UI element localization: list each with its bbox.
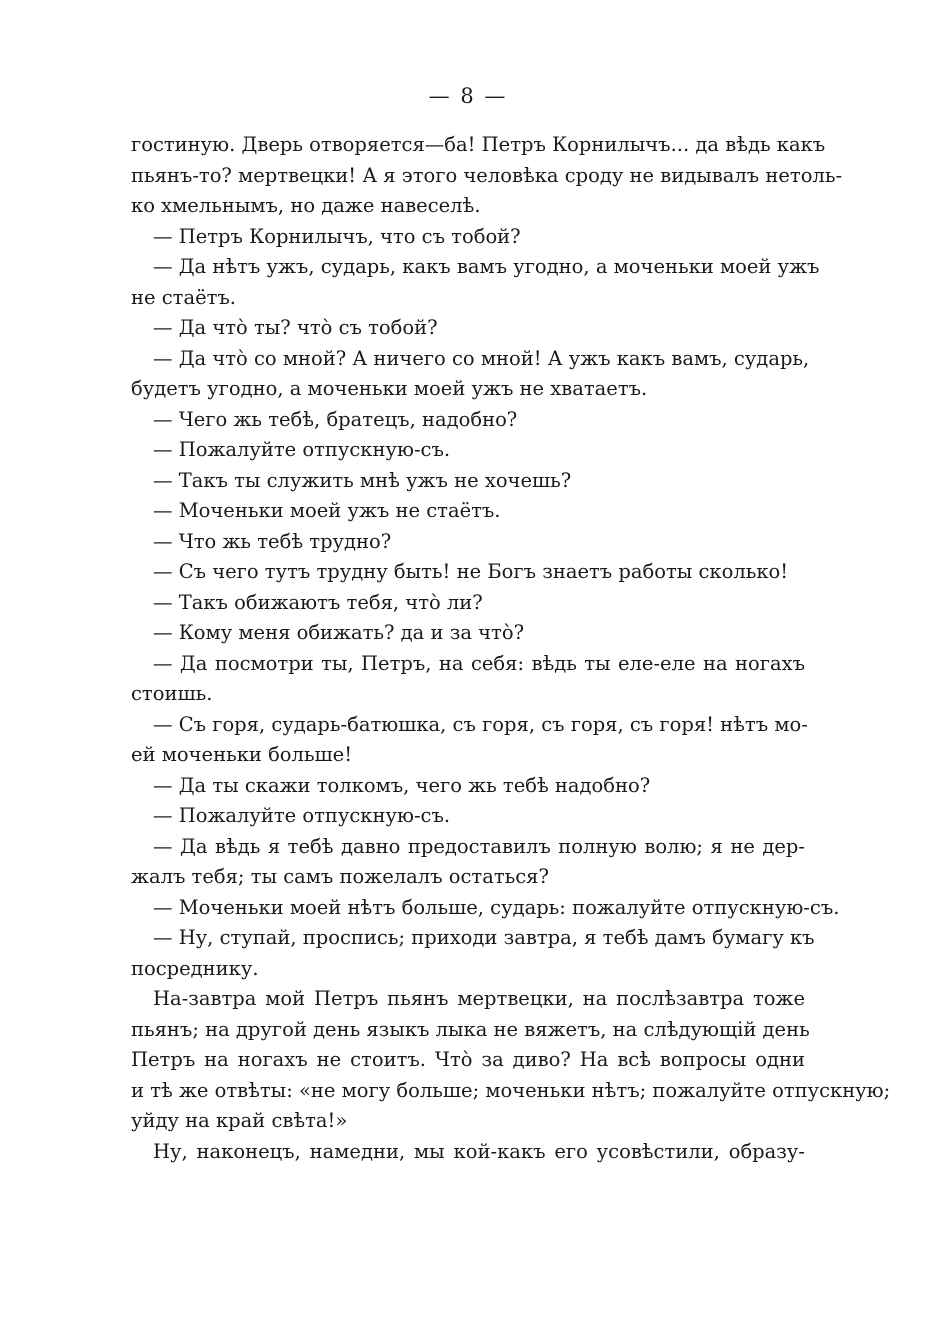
text-line: Ну, наконецъ, намедни, мы кой-какъ его усовѣстили, образу-	[153, 1139, 805, 1163]
text-line: жалъ тебя; ты самъ пожелалъ остаться?	[131, 865, 549, 888]
body-text	[131, 130, 891, 1167]
text-line: — Да что̀ ты? что̀ съ тобой?	[153, 316, 438, 339]
text-line: — Что жь тебѣ трудно?	[153, 529, 392, 553]
text-line: — Съ горя, сударь-батюшка, съ горя, съ горя, съ горя! нѣтъ мо-	[153, 712, 808, 736]
text-line: стоишь.	[131, 682, 213, 705]
text-line: посреднику.	[131, 956, 259, 980]
text-line: не стаётъ.	[131, 285, 237, 309]
text-line: — Кому меня обижать? да и за что̀?	[153, 621, 525, 644]
text-line: — Съ чего тутъ трудну быть! не Богъ знаетъ работы сколько!	[153, 560, 789, 583]
text-line: — Да вѣдь я тебѣ давно предоставилъ полную волю; я не дер-	[153, 834, 805, 858]
text-line: — Да что̀ со мной? А ничего со мной! А ужъ какъ вамъ, сударь,	[153, 346, 810, 370]
text-line: — Да ты скажи толкомъ, чего жь тебѣ надобно?	[153, 773, 651, 797]
text-line: и тѣ же отвѣты: «не могу больше; моченьки нѣтъ; пожалуйте отпускную;	[131, 1078, 891, 1102]
text-line: ей моченьки больше!	[131, 743, 353, 766]
text-line: пьянъ; на другой день языкъ лыка не вяжетъ, на слѣдующій день	[131, 1017, 810, 1041]
page-number: — 8 —	[428, 84, 508, 108]
text-line: гостиную. Дверь отворяется—ба! Петръ Корнилычъ... да вѣдь какъ	[131, 133, 826, 156]
text-line: пьянъ-то? мертвецки! А я этого человѣка сроду не видывалъ нетоль-	[131, 163, 843, 187]
text-line: ко хмельнымъ, но даже навеселѣ.	[131, 194, 481, 217]
text-line: — Такъ ты служить мнѣ ужъ не хочешь?	[153, 468, 572, 492]
text-line: — Петръ Корнилычъ, что съ тобой?	[153, 224, 521, 248]
text-line: уйду на край свѣта!»	[131, 1109, 348, 1132]
text-line: — Моченьки моей ужъ не стаётъ.	[153, 499, 501, 522]
text-line: — Моченьки моей нѣтъ больше, сударь: пожалуйте отпускную-съ.	[153, 895, 840, 919]
text-line: На-завтра мой Петръ пьянъ мертвецки, на послѣзавтра тоже	[153, 987, 805, 1010]
text-line: — Ну, ступай, проспись; приходи завтра, я тебѣ дамъ бумагу къ	[153, 926, 815, 949]
text-line: — Чего жь тебѣ, братецъ, надобно?	[153, 407, 518, 431]
text-line: будетъ угодно, а моченьки моей ужъ не хватаетъ.	[131, 377, 648, 400]
text-line: — Такъ обижаютъ тебя, что̀ ли?	[153, 590, 483, 614]
text-line: — Да нѣтъ ужъ, сударь, какъ вамъ угодно, а моченьки моей ужъ	[153, 255, 820, 278]
text-line: Петръ на ногахъ не стоитъ. Что̀ за диво? На всѣ вопросы одни	[131, 1048, 805, 1071]
text-line: — Да посмотри ты, Петръ, на себя: вѣдь ты еле-еле на ногахъ	[153, 651, 805, 675]
text-line: — Пожалуйте отпускную-съ.	[153, 438, 451, 461]
text-line: — Пожалуйте отпускную-съ.	[153, 804, 451, 827]
